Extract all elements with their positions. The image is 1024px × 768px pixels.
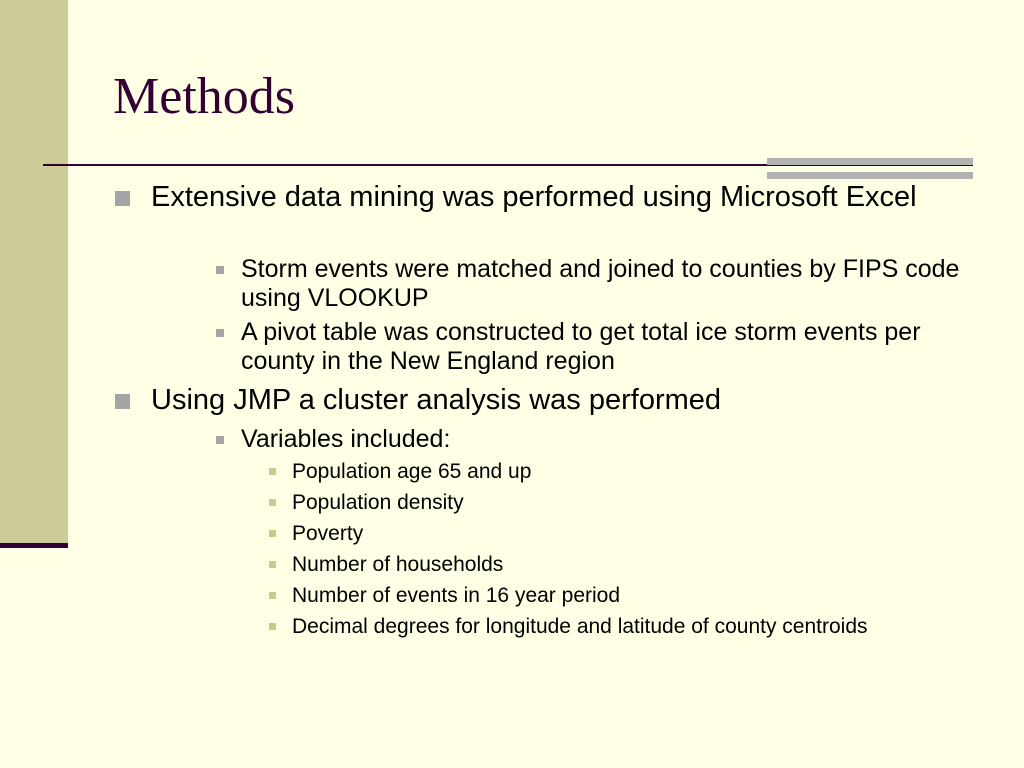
bullet-text: Variables included: [241,425,451,453]
bullet-text: Number of events in 16 year period [292,584,621,607]
bullet-item [292,522,912,546]
left-decorative-band [0,0,68,545]
bullet-text: Population age 65 and up [292,460,532,483]
left-band-rule [0,543,68,548]
square-bullet-icon [269,592,276,599]
square-bullet-icon [216,436,224,444]
square-bullet-icon [269,623,276,630]
bullet-text: A pivot table was constructed to get total ice storm events per county in the New England region [241,318,921,375]
bullet-item [241,318,961,376]
square-bullet-icon [115,394,130,409]
bullet-item [151,182,971,213]
bullet-item [151,385,971,416]
square-bullet-icon [269,530,276,537]
bullet-item [292,460,912,484]
square-bullet-icon [216,266,224,274]
square-bullet-icon [115,191,130,206]
bullet-text: Storm events were matched and joined to counties by FIPS code using VLOOKUP [241,255,960,312]
bullet-item [292,553,912,577]
rule-accent-bar [767,172,973,179]
bullet-item [241,255,961,313]
slide-title: Methods [113,68,295,125]
bullet-text: Extensive data mining was performed using Microsoft Excel [151,181,917,213]
bullet-text: Using JMP a cluster analysis was performed [151,384,722,416]
square-bullet-icon [269,561,276,568]
rule-accent-bar [767,158,973,165]
bullet-item [292,491,912,515]
square-bullet-icon [269,468,276,475]
bullet-text: Number of households [292,553,504,576]
bullet-text: Poverty [292,522,364,545]
bullet-text: Population density [292,491,464,514]
bullet-text: Decimal degrees for longitude and latitude of county centroids [292,615,868,638]
bullet-item [241,425,961,454]
square-bullet-icon [269,499,276,506]
bullet-item [292,584,912,608]
square-bullet-icon [216,329,224,337]
bullet-item [292,615,912,639]
